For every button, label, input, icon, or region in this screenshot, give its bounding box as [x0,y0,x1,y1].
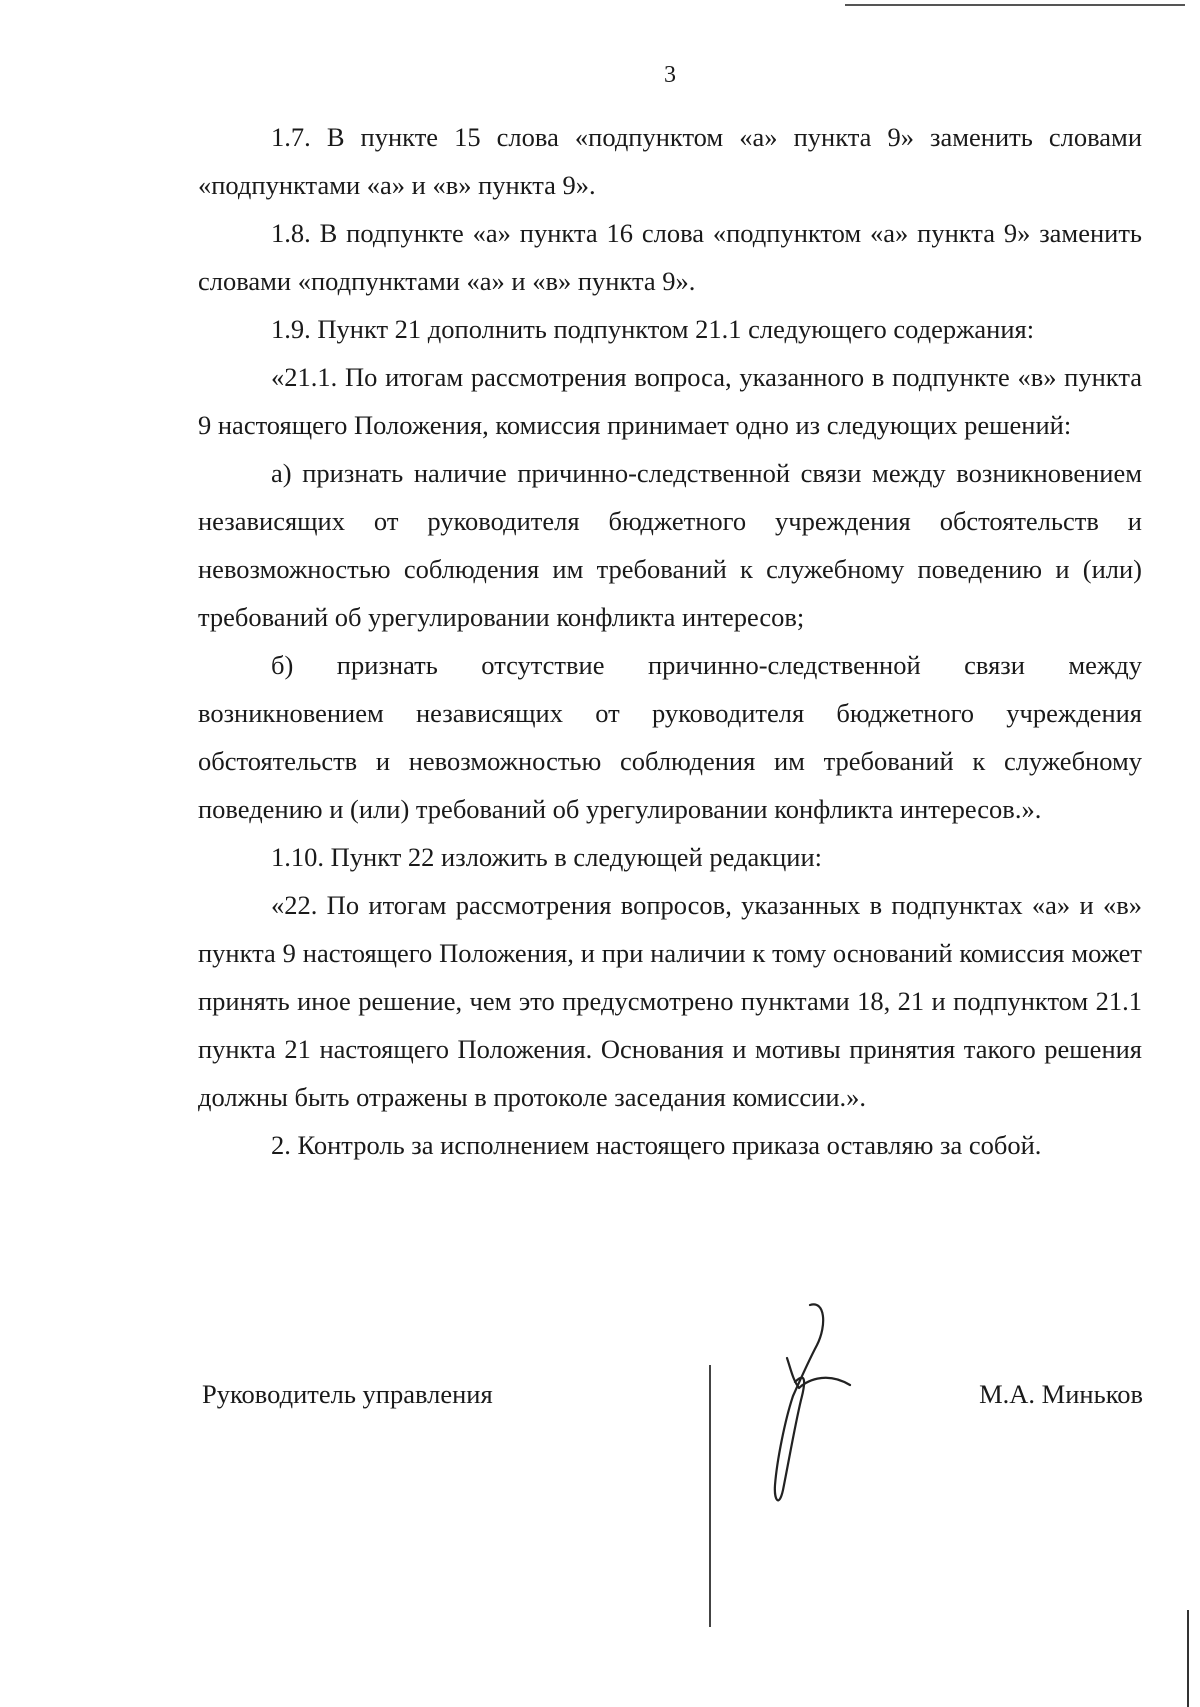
signatory-position: Руководитель управления [202,1379,493,1409]
paragraph-1-8: 1.8. В подпункте «а» пункта 16 слова «подпунктом «а» пункта 9» заменить словами «подпунктами «а» и «в» пункта 9». [198,218,1142,296]
page-number: 3 [664,62,676,88]
paragraph-21-1: «21.1. По итогам рассмотрения вопроса, указанного в подпункте «в» пункта 9 настоящего Положения, комиссия принимает одно из следующих решений: [198,362,1142,440]
signature-divider-line [709,1365,711,1627]
document-body [198,113,1142,1169]
paragraph-22: «22. По итогам рассмотрения вопросов, указанных в подпунктах «а» и «в» пункта 9 настоящего Положения, и при наличии к тому оснований комиссия может принять иное решение, чем это предусмотрено пунктами 18, 21 и подпунктом 21.1 пункта 21 настоящего Положения. Основания и мотивы принятия такого решения должны быть отражены в протоколе заседания комиссии.». [198,890,1142,1112]
handwritten-signature [765,1300,875,1515]
paragraph-item-a: а) признать наличие причинно-следственной связи между возникновением независящих от руководителя бюджетного учреждения обстоятельств и невозможностью соблюдения им требований к служебному поведению и (или) требований об урегулировании конфликта интересов; [198,458,1142,632]
paragraph-1-7: 1.7. В пункте 15 слова «подпунктом «а» пункта 9» заменить словами «подпунктами «а» и «в» пункта 9». [198,122,1142,200]
paragraph-item-b: б) признать отсутствие причинно-следственной связи между возникновением независящих от руководителя бюджетного учреждения обстоятельств и невозможностью соблюдения им требований к служебному поведению и (или) требований об урегулировании конфликта интересов.». [198,650,1142,824]
paragraph-1-10: 1.10. Пункт 22 изложить в следующей редакции: [271,842,823,872]
signatory-name: М.А. Миньков [979,1379,1143,1409]
paragraph-1-9: 1.9. Пункт 21 дополнить подпунктом 21.1 следующего содержания: [271,314,1035,344]
scan-edge-line-right [1187,1610,1189,1707]
paragraph-2: 2. Контроль за исполнением настоящего приказа оставляю за собой. [271,1130,1042,1160]
scan-edge-line-top [845,4,1185,6]
